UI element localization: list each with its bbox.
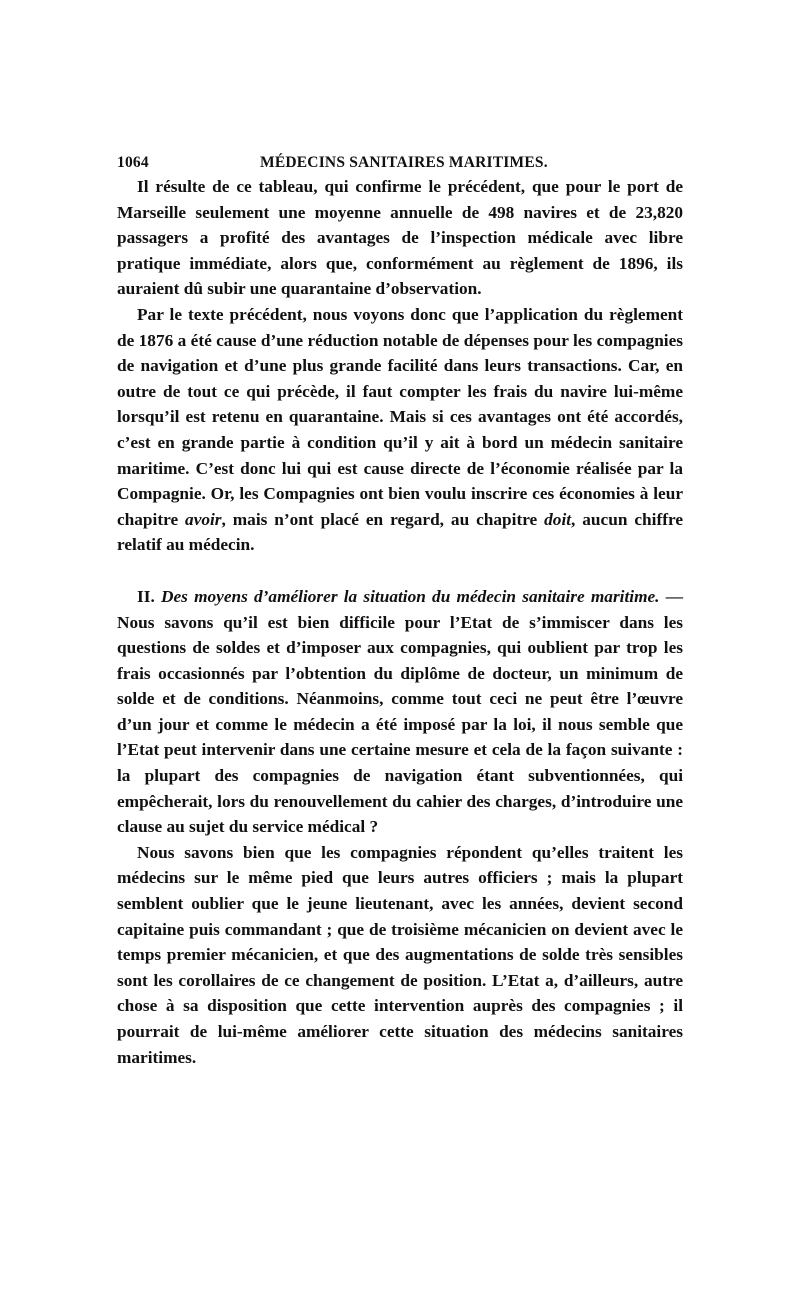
paragraph-1-text: Il résulte de ce tableau, qui confirme le précédent, que pour le port de Marseille seulement une moyenne annuelle de 498 navires et de 23,820 passagers a profité des avantages de l’inspection médicale avec libre pratique immédiate, alors que, conformément au règlement de 1896, ils auraient dû subir une quarantaine d’observation. [117, 177, 683, 299]
paragraph-1 [117, 174, 683, 302]
section-ii-number: II. [137, 586, 161, 606]
paragraph-4-text: Nous savons bien que les compagnies répondent qu’elles traitent les médecins sur le même pied que leurs autres officiers ; mais la plupart semblent oublier que le jeune lieutenant, avec les années, devient second capitaine puis commandant ; que de troisième mécanicien on devient avec le temps premier mécanicien, et que des augmentations de solde très sensibles sont les corollaires de ce changement de position. L’Etat a, d’ailleurs, autre chose à sa disposition que cette intervention auprès des compagnies ; il pourrait de lui-même améliorer cette situation des médecins sanitaires maritimes. [117, 842, 683, 1067]
book-page [117, 150, 683, 1070]
paragraph-4 [117, 840, 683, 1070]
paragraph-2-text-c: , aucun chiffre relatif au médecin. [117, 509, 683, 555]
section-ii-paragraph [117, 584, 683, 840]
paragraph-2 [117, 302, 683, 558]
section-gap [117, 558, 683, 584]
paragraph-2-text-a: Par le texte précédent, nous voyons donc que l’application du règlement de 1876 a été cause d’une réduction notable de dépenses pour les compagnies de navigation et d’une plus grande facilité dans leurs transactions. Car, en outre de tout ce qui précède, il faut compter les frais du navire lui-même lorsqu’il est retenu en quarantaine. Mais si ces avantages ont été accordés, c’est en grande partie à condition qu’il y ait à bord un médecin sanitaire maritime. C’est donc lui qui est cause directe de l’économie réalisée par la Compagnie. Or, les Compagnies ont bien voulu inscrire ces économies à leur chapitre [117, 304, 683, 529]
paragraph-2-text-b: , mais n’ont placé en regard, au chapitre [221, 509, 545, 529]
paragraph-2-avoir: avoir [185, 509, 222, 529]
paragraph-2-doit: doit [544, 509, 572, 529]
section-ii-text: — Nous savons qu’il est bien difficile pour l’Etat de s’immiscer dans les questions de soldes et d’imposer aux compagnies, qui oublient par trop les frais occasionnés par l’obtention du diplôme de docteur, un minimum de solde et de conditions. Néanmoins, comme tout ceci ne peut être l’œuvre d’un jour et comme le médecin a été imposé par la loi, il nous semble que l’Etat peut intervenir dans une certaine mesure et cela de la façon suivante : la plupart des compagnies de navigation étant subventionnées, qui empêcherait, lors du renouvellement du cahier des charges, d’introduire une clause au sujet du service médical ? [117, 586, 683, 837]
section-ii-heading: Des moyens d’améliorer la situation du médecin sanitaire maritime. [160, 586, 660, 606]
page-number: 1064 [117, 154, 149, 171]
running-title: MÉDECINS SANITAIRES MARITIMES. [260, 154, 548, 171]
running-header [117, 150, 683, 174]
